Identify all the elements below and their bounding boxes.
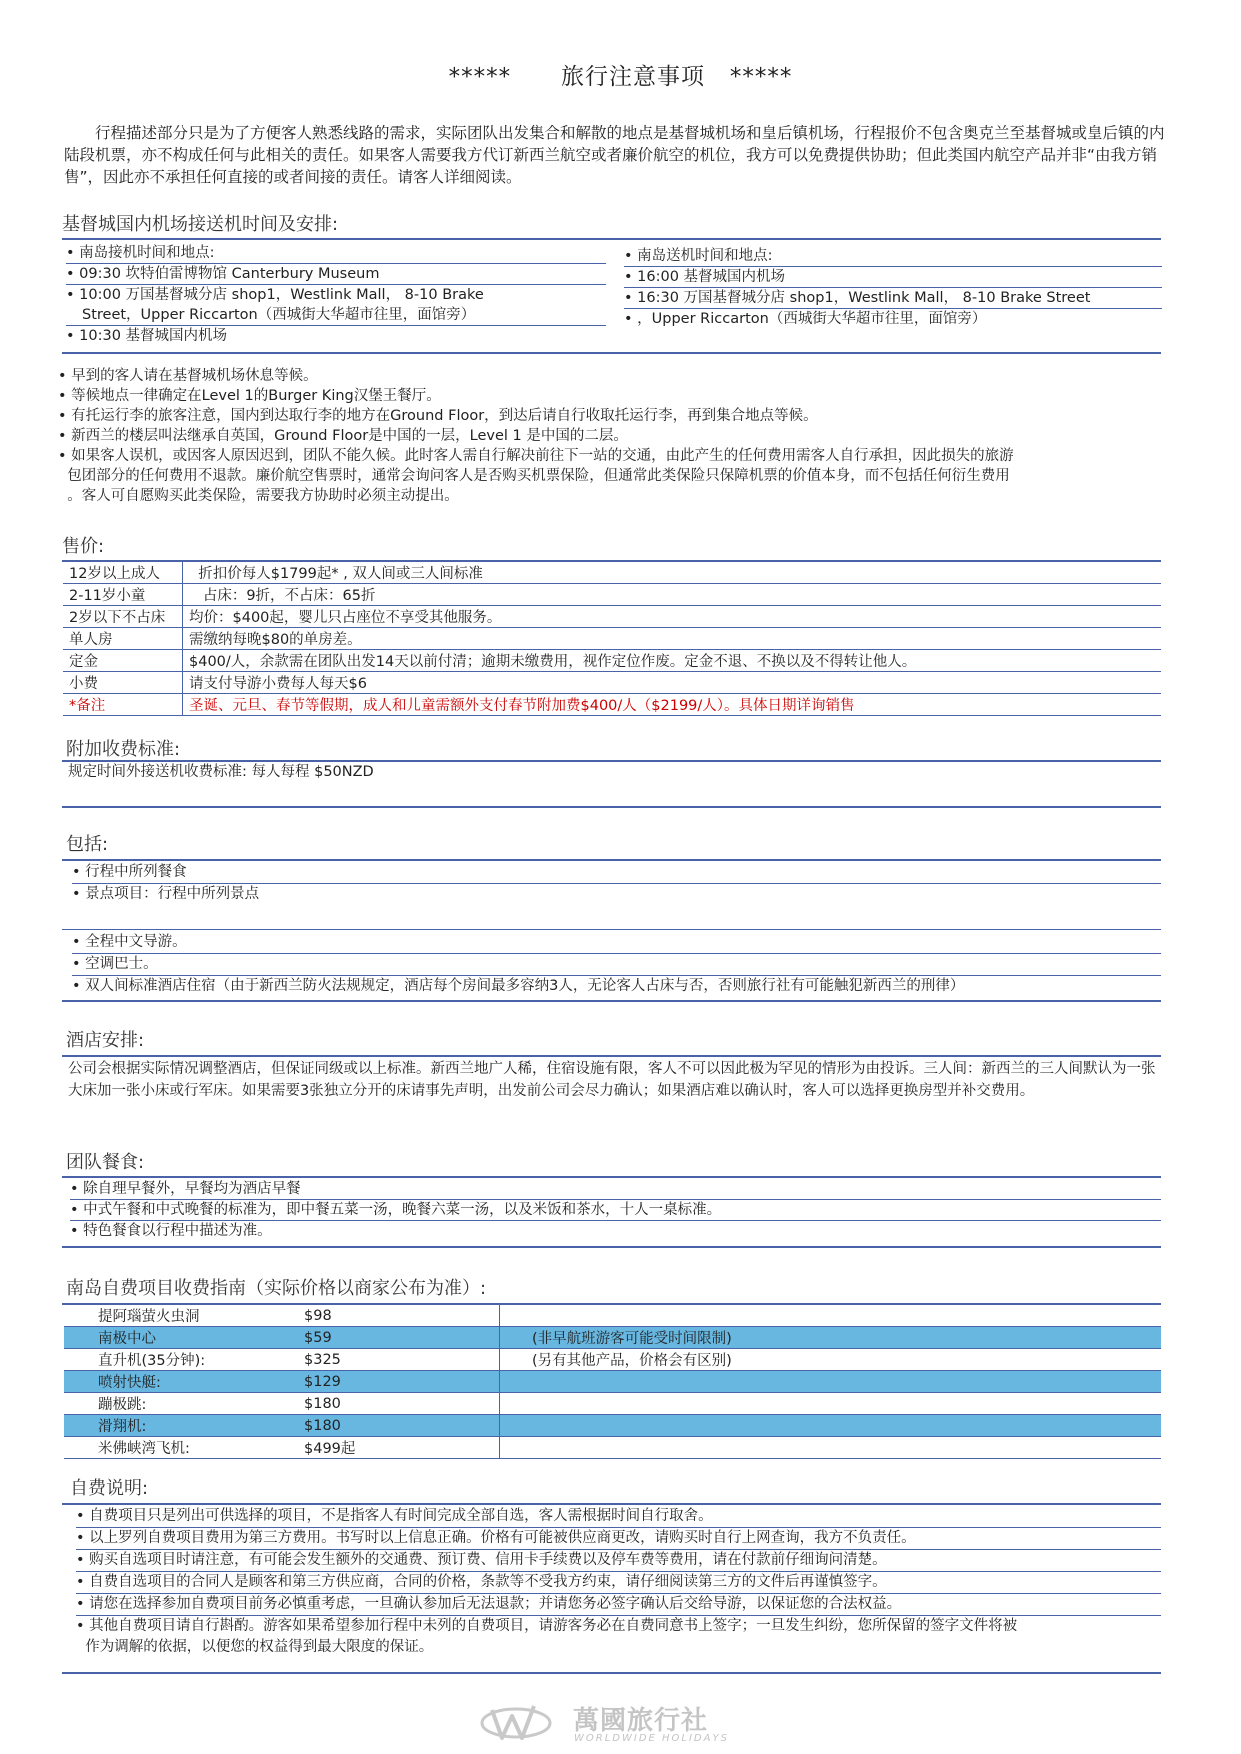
- pickup-line: • 10:00 万国基督城分店 shop1，Westlink Mall， 8-10 Brake: [66, 287, 484, 303]
- includes-item: • 景点项目：行程中所列景点: [72, 886, 260, 902]
- optional-name: 提阿瑙萤火虫洞: [64, 1305, 298, 1327]
- price-row: [63, 584, 1161, 606]
- extra-bottom-rule: [62, 806, 1161, 808]
- optional-note: [500, 1415, 1162, 1437]
- includes-mid-rule: [62, 929, 1161, 930]
- meals-item: • 中式午餐和中式晚餐的标准为，即中餐五菜一汤，晚餐六菜一汤，以及米饭和茶水，十人一桌标准。: [70, 1200, 1161, 1221]
- price-value: 占床：9折，不占床：65折: [183, 584, 1162, 606]
- optional-row: [64, 1371, 1161, 1393]
- note-line: • 早到的客人请在基督城机场休息等候。: [58, 368, 318, 384]
- optional-note-item: • 自费项目只是列出可供选择的项目，不是指客人有时间完成全部自选，客人需根据时间自行取舍。: [76, 1506, 1161, 1528]
- includes-list: [72, 862, 1161, 905]
- meals-bottom-rule: [62, 1246, 1161, 1248]
- optional-name: 米佛峡湾飞机:: [64, 1437, 298, 1459]
- optional-row: [64, 1437, 1161, 1459]
- optional-note: (非早航班游客可能受时间限制): [500, 1327, 1162, 1349]
- optional-note: (另有其他产品，价格会有区别): [500, 1349, 1162, 1371]
- extra-text: 规定时间外接送机收费标准: 每人每程 $50NZD: [68, 764, 374, 780]
- hotel-text: 公司会根据实际情况调整酒店，但保证同级或以上标准。新西兰地广人稀，住宿设施有限，客人不可以因此极为罕见的情形为由投诉。三人间：新西兰的三人间默认为一张大床加一张小床或行军床。如果需要3张独立分开的床请事先声明，出发前公司会尽力确认；如果酒店难以确认时，客人可以选择更换房型并补交费用。: [68, 1061, 1156, 1099]
- optional-note-item: 作为调解的依据，以便您的权益得到最大限度的保证。: [76, 1639, 434, 1655]
- note-line: • 新西兰的楼层叫法继承自英国，Ground Floor是中国的一层，Level 1 是中国的二层。: [58, 428, 628, 444]
- price-label: 单人房: [63, 628, 183, 650]
- optional-price: $98: [298, 1305, 500, 1327]
- price-label: 2岁以下不占床: [63, 606, 183, 628]
- meals-item: • 除自理早餐外，早餐均为酒店早餐: [70, 1179, 1161, 1200]
- optional-notes-heading: 自费说明:: [70, 1478, 149, 1499]
- dropoff-line: • ，Upper Riccarton（西城街大华超市往里，面馆旁）: [624, 311, 987, 327]
- optional-notes-bottom-rule: [62, 1672, 1161, 1674]
- optional-note: [500, 1305, 1162, 1327]
- includes-top-rule: [62, 859, 1161, 861]
- pickup-line: • 10:30 基督城国内机场: [66, 328, 228, 344]
- price-table: [63, 562, 1161, 716]
- note-line: 包团部分的任何费用不退款。廉价航空售票时，通常会询问客人是否购买机票保险，但通常此类保险只保障机票的价值本身，而不包括任何衍生费用: [58, 468, 1010, 484]
- price-row: [63, 562, 1161, 584]
- optional-row: [64, 1415, 1161, 1437]
- optional-notes-top-rule: [62, 1503, 1161, 1505]
- pickup-line: • 南岛接机时间和地点:: [66, 243, 606, 264]
- meals-list: [70, 1179, 1161, 1241]
- logo-text-en: WORLDWIDE HOLIDAYS: [574, 1733, 729, 1744]
- dropoff-column: [624, 246, 1162, 329]
- company-logo: [478, 1700, 768, 1746]
- includes-item: • 全程中文导游。: [72, 932, 1161, 954]
- optional-note-item: • 以上罗列自费项目费用为第三方费用。书写时以上信息正确。价格有可能被供应商更改，请购买时自行上网查询，我方不负责任。: [76, 1528, 1161, 1550]
- includes-item: • 双人间标准酒店住宿（由于新西兰防火法规规定，酒店每个房间最多容纳3人，无论客人占床与否，否则旅行社有可能触犯新西兰的刑律）: [72, 978, 965, 994]
- intro-paragraph: 行程描述部分只是为了方便客人熟悉线路的需求，实际团队出发集合和解散的地点是基督城机场和皇后镇机场，行程报价不包含奥克兰至基督城或皇后镇的内陆段机票，亦不构成任何与此相关的责任。如果客人需要我方代订新西兰航空或者廉价航空的机位，我方可以免费提供协助；但此类国内航空产品并非“由我方销售”，因此亦不承担任何直接的或者间接的责任。请客人详细阅读。: [64, 124, 1165, 186]
- optional-row: [64, 1393, 1161, 1415]
- optional-note-item: • 其他自费项目请自行斟酌。游客如果希望参加行程中未列的自费项目，请游客务必在自费同意书上签字；一旦发生纠纷，您所保留的签字文件将被: [76, 1618, 1018, 1634]
- optional-row: [64, 1327, 1161, 1349]
- optional-notes-list: [76, 1506, 1161, 1658]
- pickup-line: Street，Upper Riccarton（西城街大华超市往里，面馆旁）: [66, 305, 606, 326]
- optional-name: 南极中心: [64, 1327, 298, 1349]
- optional-name: 蹦极跳:: [64, 1393, 298, 1415]
- note-line: 。客人可自愿购买此类保险，需要我方协助时必须主动提出。: [58, 488, 459, 504]
- optional-price: $499起: [298, 1437, 500, 1459]
- optional-note-item: • 自费自选项目的合同人是顾客和第三方供应商，合同的价格，条款等不受我方约束，请仔细阅读第三方的文件后再谨慎签字。: [76, 1572, 1161, 1594]
- hotel-heading: 酒店安排:: [66, 1030, 145, 1051]
- optional-price: $180: [298, 1393, 500, 1415]
- price-value: 需缴纳每晚$80的单房差。: [183, 628, 1162, 650]
- price-value: $400/人，余款需在团队出发14天以前付清；逾期未缴费用，视作定位作废。定金不退、不换以及不得转让他人。: [183, 650, 1162, 672]
- price-row: [63, 628, 1161, 650]
- price-label: 2-11岁小童: [63, 584, 183, 606]
- price-row-note: [63, 694, 1161, 716]
- logo-text-cn: 萬國旅行社: [573, 1706, 709, 1736]
- meals-top-rule: [62, 1176, 1161, 1178]
- price-label: 12岁以上成人: [63, 562, 183, 584]
- optional-note: [500, 1437, 1162, 1459]
- hotel-top-rule: [62, 1055, 1161, 1057]
- extra-heading: 附加收费标准:: [66, 739, 181, 760]
- optional-heading: 南岛自费项目收费指南（实际价格以商家公布为准）:: [66, 1278, 487, 1299]
- price-row: [63, 672, 1161, 694]
- pickup-column: [66, 243, 606, 346]
- optional-name: 喷射快艇:: [64, 1371, 298, 1393]
- price-row: [63, 606, 1161, 628]
- price-label: 小费: [63, 672, 183, 694]
- meals-heading: 团队餐食:: [66, 1152, 145, 1173]
- optional-price: $129: [298, 1371, 500, 1393]
- optional-price: $325: [298, 1349, 500, 1371]
- optional-note-item: • 请您在选择参加自费项目前务必慎重考虑，一旦确认参加后无法退款；并请您务必签字确认后交给导游，以保证您的合法权益。: [76, 1594, 1161, 1616]
- meals-item: • 特色餐食以行程中描述为准。: [70, 1223, 272, 1239]
- optional-note-item: • 购买自选项目时请注意，有可能会发生额外的交通费、预订费、信用卡手续费以及停车费等费用，请在付款前仔细询问清楚。: [76, 1550, 1161, 1572]
- transfer-bottom-rule: [62, 352, 1161, 354]
- pickup-line: • 09:30 坎特伯雷博物馆 Canterbury Museum: [66, 264, 606, 285]
- optional-price: $180: [298, 1415, 500, 1437]
- optional-note: [500, 1393, 1162, 1415]
- note-line: • 有托运行李的旅客注意，国内到达取行李的地方在Ground Floor，到达后请自行收取托运行李，再到集合地点等候。: [58, 408, 818, 424]
- note-line: • 如果客人误机，或因客人原因迟到，团队不能久候。此时客人需自行解决前往下一站的交通，由此产生的任何费用需客人自行承担，因此损失的旅游: [58, 448, 1014, 464]
- page-title: ***** 旅行注意事项 *****: [448, 64, 793, 90]
- includes-list-2: [72, 932, 1161, 997]
- transfer-notes: [58, 366, 1168, 506]
- price-value: 均价：$400起，婴儿只占座位不享受其他服务。: [183, 606, 1162, 628]
- optional-row: [64, 1305, 1161, 1327]
- optional-table: [64, 1305, 1161, 1459]
- dropoff-line: • 南岛送机时间和地点:: [624, 246, 1162, 267]
- optional-note: [500, 1371, 1162, 1393]
- optional-row: [64, 1349, 1161, 1371]
- price-heading: 售价:: [62, 536, 105, 557]
- price-value: 圣诞、元旦、春节等假期，成人和儿童需额外支付春节附加费$400/人（$2199/人）。具体日期详询销售: [183, 694, 1162, 716]
- transfer-top-rule: [62, 238, 1161, 240]
- price-value: 折扣价每人$1799起* , 双人间或三人间标准: [183, 562, 1162, 584]
- price-label: 定金: [63, 650, 183, 672]
- optional-name: 直升机(35分钟):: [64, 1349, 298, 1371]
- price-value: 请支付导游小费每人每天$6: [183, 672, 1162, 694]
- includes-bottom-rule: [62, 1000, 1161, 1002]
- dropoff-line: • 16:00 基督城国内机场: [624, 267, 1162, 288]
- includes-heading: 包括:: [66, 834, 109, 855]
- includes-item: • 行程中所列餐食: [72, 862, 1161, 884]
- price-label: *备注: [63, 694, 183, 716]
- optional-name: 滑翔机:: [64, 1415, 298, 1437]
- dropoff-line: • 16:30 万国基督城分店 shop1，Westlink Mall， 8-10 Brake Street: [624, 288, 1162, 309]
- price-row: [63, 650, 1161, 672]
- transfer-heading: 基督城国内机场接送机时间及安排:: [62, 214, 339, 235]
- optional-price: $59: [298, 1327, 500, 1349]
- includes-item: • 空调巴士。: [72, 954, 1161, 976]
- note-line: • 等候地点一律确定在Level 1的Burger King汉堡王餐厅。: [58, 388, 441, 404]
